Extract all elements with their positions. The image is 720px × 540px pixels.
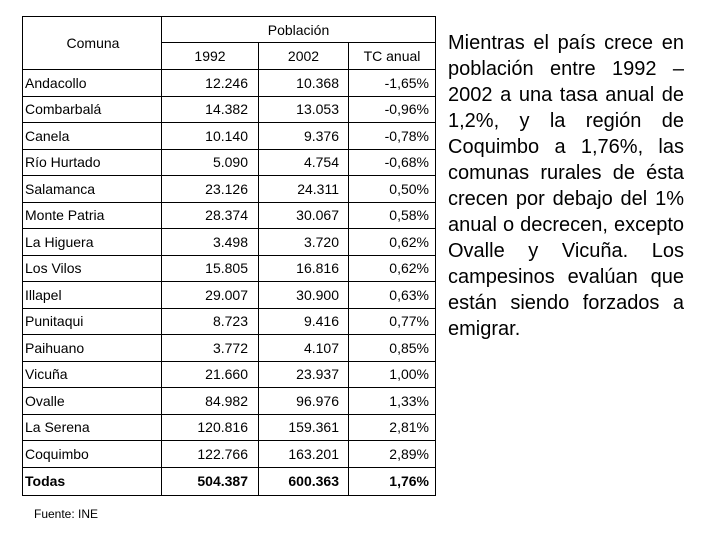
- table-row: [23, 70, 436, 97]
- population-1992-cell: 504.387: [162, 467, 259, 495]
- population-2002-cell: 4.754: [259, 149, 349, 176]
- table-row: [23, 335, 436, 362]
- table-row: [23, 229, 436, 256]
- header-poblacion: Población: [162, 17, 436, 43]
- population-2002-cell: 23.937: [259, 361, 349, 388]
- annual-rate-cell: 0,50%: [349, 176, 436, 203]
- comuna-cell: Paihuano: [23, 335, 162, 362]
- population-1992-cell: 12.246: [162, 70, 259, 97]
- comuna-cell: Canela: [23, 123, 162, 150]
- population-1992-cell: 3.498: [162, 229, 259, 256]
- annual-rate-cell: 1,76%: [349, 467, 436, 495]
- header-tc-anual: TC anual: [349, 43, 436, 70]
- population-2002-cell: 30.067: [259, 202, 349, 229]
- table-row: [23, 202, 436, 229]
- population-1992-cell: 28.374: [162, 202, 259, 229]
- population-table-container: [22, 16, 436, 496]
- comuna-cell: Combarbalá: [23, 96, 162, 123]
- population-2002-cell: 10.368: [259, 70, 349, 97]
- annual-rate-cell: 1,00%: [349, 361, 436, 388]
- comuna-cell: Salamanca: [23, 176, 162, 203]
- annual-rate-cell: 2,81%: [349, 414, 436, 441]
- population-1992-cell: 10.140: [162, 123, 259, 150]
- annual-rate-cell: 0,85%: [349, 335, 436, 362]
- annual-rate-cell: 2,89%: [349, 441, 436, 468]
- population-2002-cell: 24.311: [259, 176, 349, 203]
- annual-rate-cell: 0,62%: [349, 255, 436, 282]
- population-1992-cell: 8.723: [162, 308, 259, 335]
- annual-rate-cell: -0,68%: [349, 149, 436, 176]
- comuna-cell: Ovalle: [23, 388, 162, 415]
- population-1992-cell: 122.766: [162, 441, 259, 468]
- comuna-cell: Coquimbo: [23, 441, 162, 468]
- comuna-cell: Río Hurtado: [23, 149, 162, 176]
- population-1992-cell: 5.090: [162, 149, 259, 176]
- population-2002-cell: 4.107: [259, 335, 349, 362]
- population-2002-cell: 163.201: [259, 441, 349, 468]
- population-2002-cell: 600.363: [259, 467, 349, 495]
- annual-rate-cell: 1,33%: [349, 388, 436, 415]
- annual-rate-cell: 0,58%: [349, 202, 436, 229]
- population-2002-cell: 159.361: [259, 414, 349, 441]
- comuna-cell: Los Vilos: [23, 255, 162, 282]
- table-body: [23, 70, 436, 496]
- population-1992-cell: 14.382: [162, 96, 259, 123]
- header-comuna: Comuna: [23, 17, 162, 70]
- annual-rate-cell: -0,78%: [349, 123, 436, 150]
- comuna-cell: La Higuera: [23, 229, 162, 256]
- population-2002-cell: 13.053: [259, 96, 349, 123]
- population-1992-cell: 120.816: [162, 414, 259, 441]
- table-row: [23, 176, 436, 203]
- table-row: [23, 149, 436, 176]
- table-row: [23, 414, 436, 441]
- comuna-cell: Punitaqui: [23, 308, 162, 335]
- annual-rate-cell: 0,63%: [349, 282, 436, 309]
- population-2002-cell: 30.900: [259, 282, 349, 309]
- comuna-cell: Andacollo: [23, 70, 162, 97]
- comuna-cell: Monte Patria: [23, 202, 162, 229]
- table-row: [23, 123, 436, 150]
- source-note: Fuente: INE: [34, 507, 99, 521]
- population-table: [22, 16, 436, 496]
- comuna-cell: La Serena: [23, 414, 162, 441]
- table-total-row: [23, 467, 436, 495]
- table-row: [23, 282, 436, 309]
- table-row: [23, 308, 436, 335]
- population-1992-cell: 29.007: [162, 282, 259, 309]
- header-year-2002: 2002: [259, 43, 349, 70]
- annual-rate-cell: 0,62%: [349, 229, 436, 256]
- annual-rate-cell: -0,96%: [349, 96, 436, 123]
- population-2002-cell: 96.976: [259, 388, 349, 415]
- comuna-cell: Todas: [23, 467, 162, 495]
- table-row: [23, 361, 436, 388]
- population-2002-cell: 9.416: [259, 308, 349, 335]
- narrative-text: Mientras el país crece en población entre 1992 – 2002 a una tasa anual de 1,2%, y la región de Coquimbo a 1,76%, las comunas rurales de ésta crecen por debajo del 1% anual o decrecen, excepto Ovalle y Vicuña. Los campesinos evalúan que están siendo forzados a emigrar.: [448, 32, 684, 340]
- table-row: [23, 388, 436, 415]
- population-1992-cell: 3.772: [162, 335, 259, 362]
- comuna-cell: Illapel: [23, 282, 162, 309]
- population-2002-cell: 9.376: [259, 123, 349, 150]
- population-1992-cell: 23.126: [162, 176, 259, 203]
- table-row: [23, 255, 436, 282]
- table-row: [23, 441, 436, 468]
- population-1992-cell: 15.805: [162, 255, 259, 282]
- comuna-cell: Vicuña: [23, 361, 162, 388]
- annual-rate-cell: -1,65%: [349, 70, 436, 97]
- header-year-1992: 1992: [162, 43, 259, 70]
- table-row: [23, 96, 436, 123]
- population-1992-cell: 84.982: [162, 388, 259, 415]
- population-2002-cell: 16.816: [259, 255, 349, 282]
- population-2002-cell: 3.720: [259, 229, 349, 256]
- annual-rate-cell: 0,77%: [349, 308, 436, 335]
- population-1992-cell: 21.660: [162, 361, 259, 388]
